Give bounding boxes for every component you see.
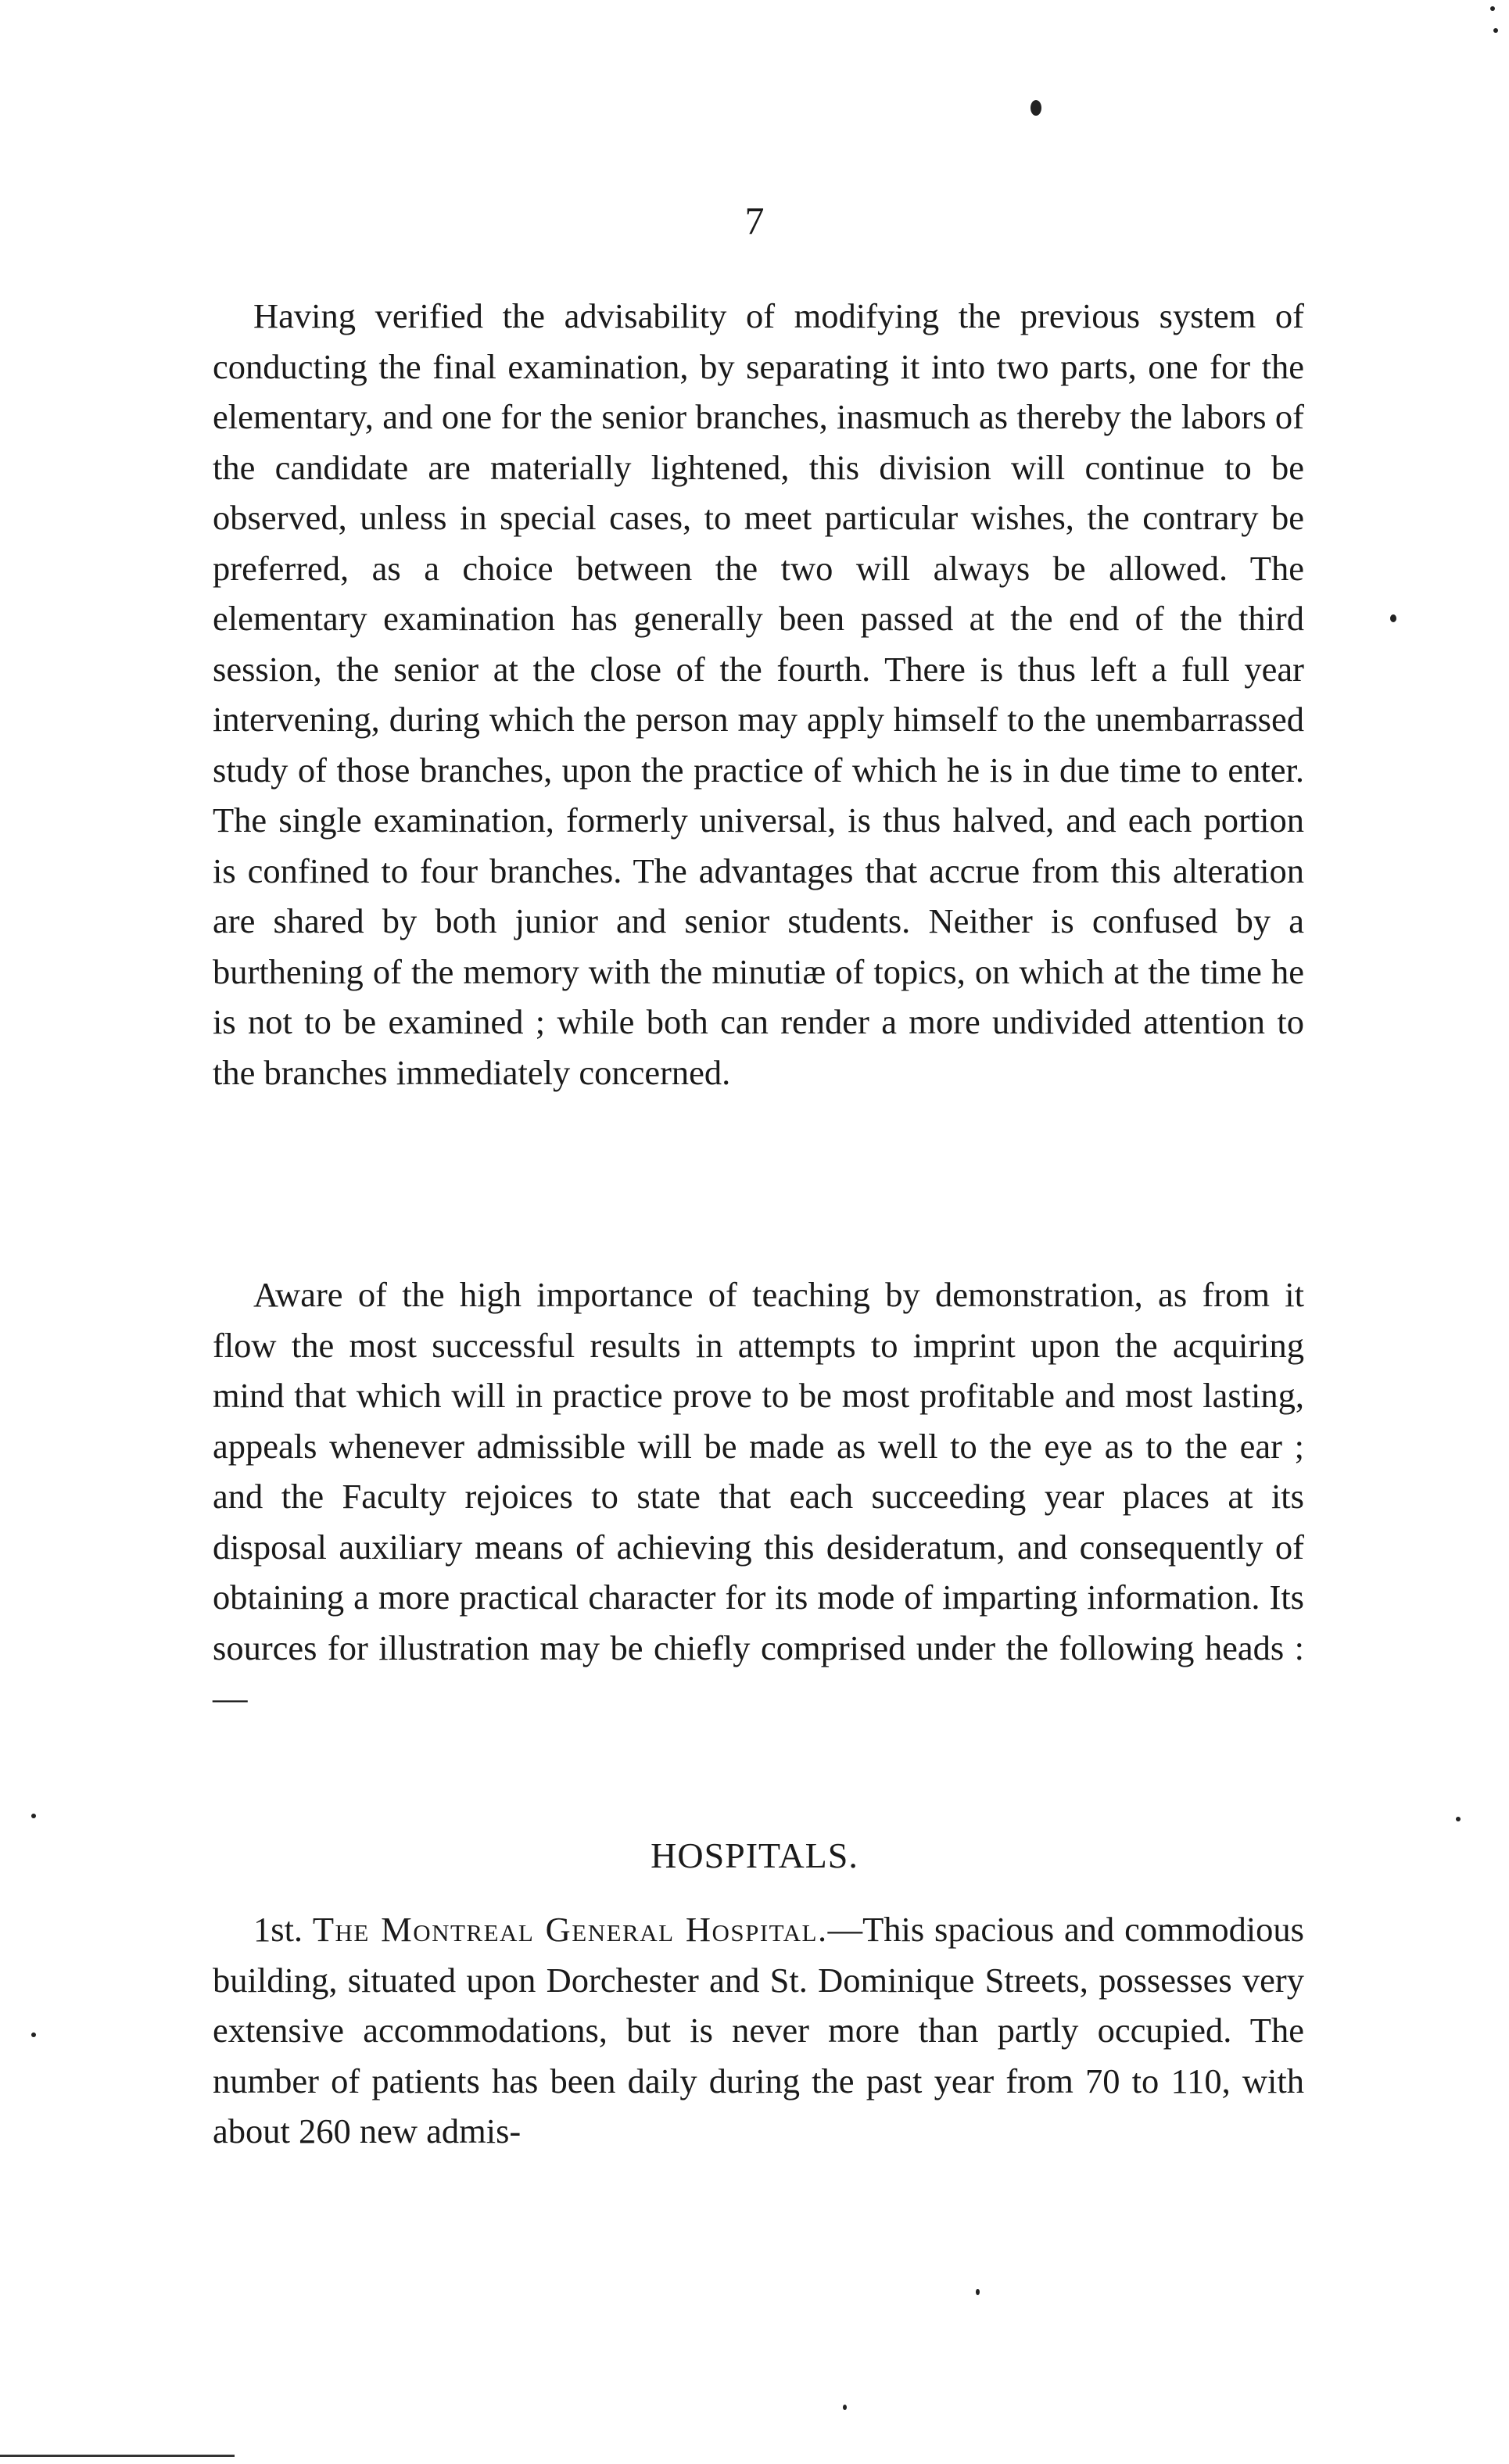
paragraph-montreal-general-hospital [213, 1904, 1304, 2157]
scan-edge-mark [0, 2455, 235, 2457]
paragraph-final-examination: Having verified the advisability of modifying the previous system of conducting the final examination, by separating it into two parts, one for the elementary, and one for the senior branches, inasmuch as thereby the labors of the candidate are materially lightened, this division will continue to be observed, unless in special cases, to meet particular wishes, the contrary be preferred, as a choice between the two will always be allowed. The elementary examination has generally been passed at the end of the third session, the senior at the close of the fourth. There is thus left a full year intervening, during which the person may apply himself to the unembarrassed study of those branches, upon the practice of which he is in due time to enter. The single examination, formerly universal, is thus halved, and each portion is confined to four branches. The advantages that accrue from this alteration are shared by both junior and senior students. Neither is confused by a burthening of the memory with the minutiæ of topics, on which at the time he is not to be examined ; while both can render a more undivided attention to the branches immediately concerned. [213, 296, 1304, 1092]
scan-speck [1390, 614, 1396, 622]
hospital-name: The Montreal General Hospital. [312, 1910, 828, 1949]
scan-speck [31, 1814, 36, 1818]
page-number: 7 [744, 199, 765, 242]
scan-speck [1030, 100, 1041, 116]
scan-speck [1456, 1817, 1461, 1821]
scan-speck [31, 2032, 36, 2037]
hospital-description: —This spacious and commodious building, situated upon Dorchester and St. Dominique Streets, possesses very extensive accommodations, but is never more than partly occupied. The number of patients has been daily during the past year from 70 to 110, with about 260 new admis- [213, 1910, 1304, 2151]
scan-speck [843, 2405, 847, 2410]
scan-speck [1493, 28, 1498, 33]
scan-speck [1490, 6, 1495, 11]
section-heading-hospitals: HOSPITALS. [651, 1835, 858, 1875]
hospital-ordinal: 1st. [253, 1910, 303, 1949]
paragraph-demonstration-teaching: Aware of the high importance of teaching by demonstration, as from it flow the most successful results in attempts to imprint upon the acquiring mind that which will in practice prove to be most profitable and most lasting, appeals whenever admissible will be made as well to the eye as to the ear ; and the Faculty rejoices to state that each succeeding year places at its disposal auxiliary means of achieving this desideratum, and consequently of obtaining a more practical character for its mode of imparting information. Its sources for illustration may be chiefly comprised under the following heads :— [213, 1275, 1304, 1717]
scan-speck [976, 2289, 980, 2295]
